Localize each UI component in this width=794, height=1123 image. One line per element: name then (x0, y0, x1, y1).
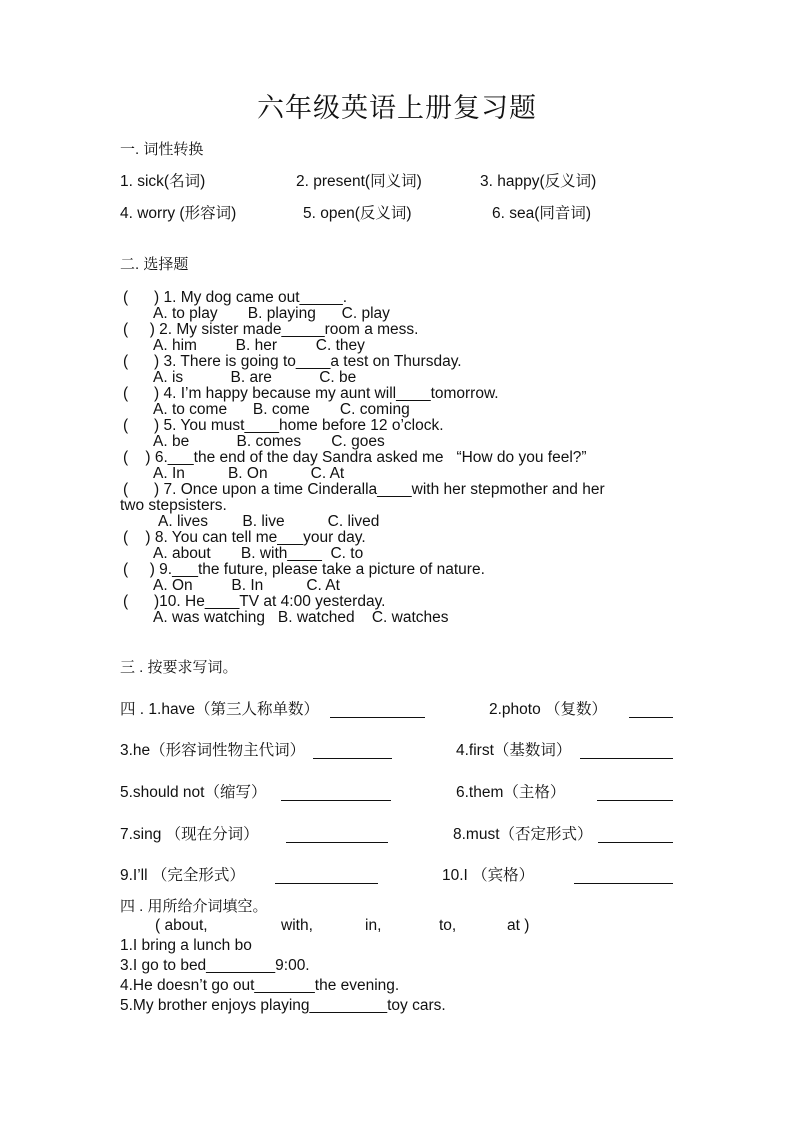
question-options: A. to come B. come C. coming (153, 401, 410, 418)
question-options: A. to play B. playing C. play (153, 305, 390, 322)
answer-blank[interactable] (580, 758, 673, 759)
question-line: ( ) 7. Once upon a time Cinderalla____with her stepmother and her (123, 481, 605, 498)
question-line: ( ) 5. You must____home before 12 o’clock. (123, 417, 444, 434)
word-item-1: 1. sick(名词) (120, 173, 206, 190)
word-task-4: 4.first（基数词） (456, 742, 572, 759)
word-task-1: 四 . 1.have（第三人称单数） (120, 701, 319, 718)
question-options: A. In B. On C. At (153, 465, 345, 482)
word-task-7: 7.sing （现在分词） (120, 826, 259, 843)
fill-sentence: 5.My brother enjoys playing_________toy cars. (120, 997, 446, 1014)
question-options: A. about B. with____ C. to (153, 545, 364, 562)
word-item-5: 5. open(反义词) (303, 205, 412, 222)
word-task-10: 10.I （宾格） (442, 867, 535, 884)
question-options: A. On B. In C. At (153, 577, 340, 594)
answer-blank[interactable] (598, 842, 673, 843)
question-line-continued: two stepsisters. (120, 497, 227, 514)
word-item-6: 6. sea(同音词) (492, 205, 592, 222)
question-line: ( )10. He____TV at 4:00 yesterday. (123, 593, 386, 610)
fill-sentence: 4.He doesn’t go out_______the evening. (120, 977, 400, 994)
question-line: ( ) 6.___the end of the day Sandra asked me “How do you feel?” (123, 449, 587, 466)
section1-heading: 一. 词性转换 (120, 141, 204, 158)
question-options: A. him B. her C. they (153, 337, 365, 354)
question-line: ( ) 9.___the future, please take a picture of nature. (123, 561, 485, 578)
word-task-8: 8.must（否定形式） (453, 826, 593, 843)
question-line: ( ) 1. My dog came out_____. (123, 289, 348, 306)
answer-blank[interactable] (574, 883, 673, 884)
fill-sentence: 3.I go to bed________9:00. (120, 957, 310, 974)
section3-heading: 三 . 按要求写词。 (120, 659, 238, 676)
preposition-option: ( about, (155, 917, 208, 934)
answer-blank[interactable] (629, 717, 673, 718)
page-title: 六年级英语上册复习题 (257, 93, 537, 124)
question-line: ( ) 2. My sister made_____room a mess. (123, 321, 419, 338)
answer-blank[interactable] (281, 800, 391, 801)
preposition-option: with, (281, 917, 313, 934)
fill-sentence: 1.I bring a lunch bo (120, 937, 252, 954)
question-options: A. lives B. live C. lived (158, 513, 380, 530)
question-options: A. was watching B. watched C. watches (153, 609, 449, 626)
answer-blank[interactable] (597, 800, 673, 801)
answer-blank[interactable] (313, 758, 392, 759)
word-task-6: 6.them（主格） (456, 784, 566, 801)
question-options: A. is B. are C. be (153, 369, 357, 386)
word-task-5: 5.should not（缩写） (120, 784, 267, 801)
word-task-9: 9.I’ll （完全形式） (120, 867, 245, 884)
word-task-3: 3.he（形容词性物主代词） (120, 742, 306, 759)
word-item-4: 4. worry (形容词) (120, 205, 237, 222)
preposition-option: at ) (507, 917, 530, 934)
answer-blank[interactable] (330, 717, 425, 718)
answer-blank[interactable] (275, 883, 378, 884)
word-item-3: 3. happy(反义词) (480, 173, 597, 190)
preposition-option: to, (439, 917, 457, 934)
question-options: A. be B. comes C. goes (153, 433, 385, 450)
section4-heading: 四 . 用所给介词填空。 (120, 898, 268, 915)
question-line: ( ) 3. There is going to____a test on Thursday. (123, 353, 462, 370)
question-line: ( ) 4. I’m happy because my aunt will____tomorrow. (123, 385, 499, 402)
answer-blank[interactable] (286, 842, 388, 843)
question-line: ( ) 8. You can tell me___your day. (123, 529, 366, 546)
word-task-2: 2.photo （复数） (489, 701, 608, 718)
word-item-2: 2. present(同义词) (296, 173, 422, 190)
preposition-option: in, (365, 917, 382, 934)
section2-heading: 二. 选择题 (120, 256, 189, 273)
